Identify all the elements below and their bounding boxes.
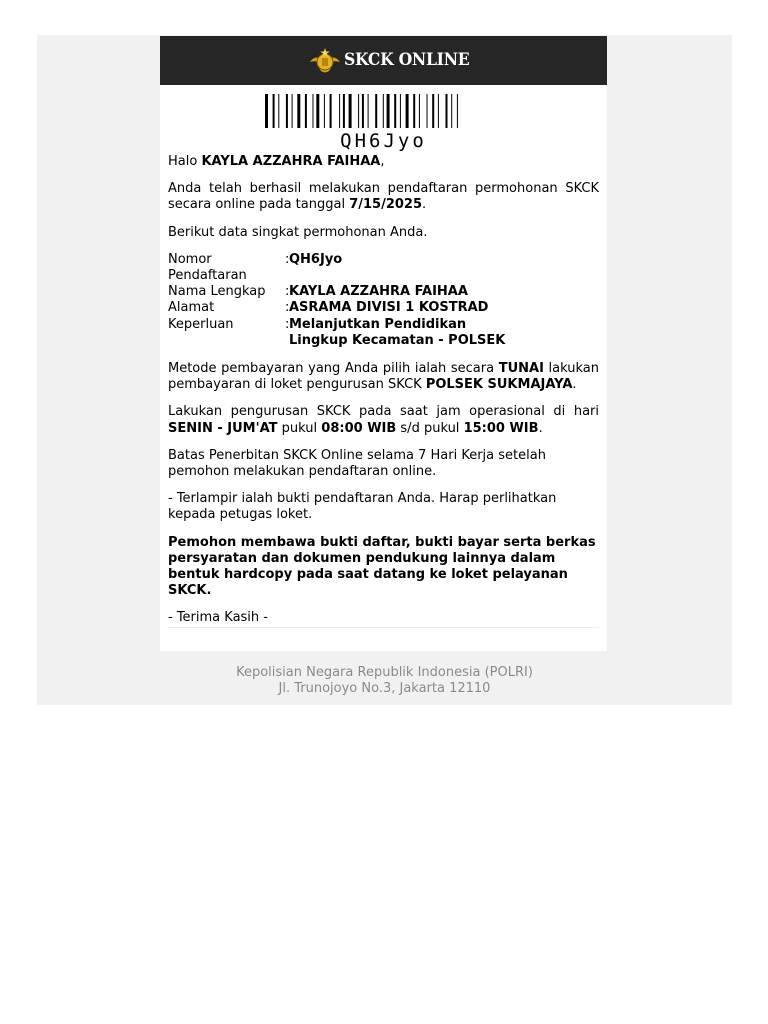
registration-details xyxy=(168,252,599,349)
closing-text: - Terima Kasih - xyxy=(168,610,268,626)
requirement-note: Pemohon membawa bukti daftar, bukti bayar serta berkas persyaratan dan dokumen pendukung lainnya dalam bentuk hardcopy pada saat datang ke loket pelayanan SKCK. xyxy=(168,534,596,599)
footer-org: Kepolisian Negara Republik Indonesia (POLRI) xyxy=(236,665,533,680)
registration-date: 7/15/2025 xyxy=(349,197,423,213)
detail-row: Alamat : ASRAMA DIVISI 1 KOSTRAD xyxy=(168,300,599,316)
detail-value: QH6Jyo xyxy=(289,251,343,267)
barcode xyxy=(265,94,502,128)
registration-confirmation: Anda telah berhasil melakukan pendaftaran permohonan SKCK secara online pada tanggal 7/15/2025. xyxy=(168,181,599,213)
logo xyxy=(308,45,480,75)
close-time: 15:00 WIB xyxy=(463,420,539,436)
payment-office: POLSEK SUKMAJAYA xyxy=(425,377,573,393)
detail-row: Keperluan : Melanjutkan Pendidikan Lingkup Kecamatan - POLSEK xyxy=(168,317,599,349)
detail-value: ASRAMA DIVISI 1 KOSTRAD xyxy=(289,300,489,316)
detail-label: Nama Lengkap xyxy=(168,284,266,300)
open-time: 08:00 WIB xyxy=(321,420,397,436)
polri-emblem-icon xyxy=(308,45,342,75)
payment-info: Metode pembayaran yang Anda pilih ialah secara TUNAI lakukan pembayaran di loket pengurusan SKCK POLSEK SUKMAJAYA. xyxy=(168,361,599,393)
greeting: Halo KAYLA AZZAHRA FAIHAA, xyxy=(168,154,385,169)
email-body xyxy=(168,154,599,638)
operational-hours: Lakukan pengurusan SKCK pada saat jam operasional di hari SENIN - JUM'AT pukul 08:00 WIB s/d pukul 15:00 WIB. xyxy=(168,404,599,436)
payment-method: TUNAI xyxy=(498,361,544,377)
detail-label: Nomor Pendaftaran xyxy=(168,251,247,284)
header-banner xyxy=(160,36,607,85)
barcode-text: QH6Jyo xyxy=(340,130,427,152)
detail-label: Alamat xyxy=(168,300,215,316)
email-background xyxy=(37,35,732,705)
brand-title: SKCK ONLINE xyxy=(344,50,470,70)
detail-row: Nomor Pendaftaran : QH6Jyo xyxy=(168,252,599,284)
deadline-note: Batas Penerbitan SKCK Online selama 7 Hari Kerja setelah pemohon melakukan pendaftaran online. xyxy=(168,447,546,480)
applicant-name: KAYLA AZZAHRA FAIHAA xyxy=(201,154,381,169)
detail-row: Nama Lengkap : KAYLA AZZAHRA FAIHAA xyxy=(168,284,599,300)
divider xyxy=(168,627,599,628)
attachment-note: - Terlampir ialah bukti pendaftaran Anda. Harap perlihatkan kepada petugas loket. xyxy=(168,491,557,523)
email-card xyxy=(160,36,607,651)
detail-value: Melanjutkan Pendidikan Lingkup Kecamatan - POLSEK xyxy=(289,316,506,348)
detail-label: Keperluan xyxy=(168,316,234,332)
summary-intro: Berikut data singkat permohonan Anda. xyxy=(168,224,428,240)
footer-address: Jl. Trunojoyo No.3, Jakarta 12110 xyxy=(278,681,491,697)
footer xyxy=(37,665,732,697)
operational-days: SENIN - JUM'AT xyxy=(168,420,278,436)
detail-value: KAYLA AZZAHRA FAIHAA xyxy=(289,284,468,300)
